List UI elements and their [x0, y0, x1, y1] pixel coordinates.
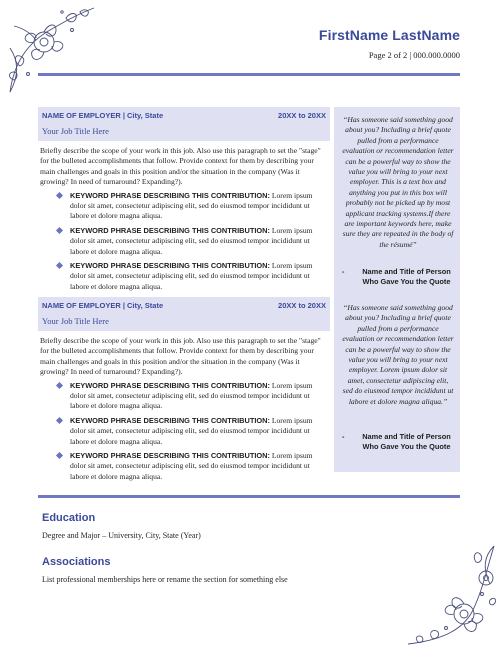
accomplishment-item [38, 261, 330, 292]
accomplishment-item [38, 416, 330, 447]
job-title: Your Job Title Here [42, 126, 109, 136]
quote-attribution [342, 267, 457, 288]
quote-sidebar [334, 107, 460, 472]
quote-attribution [342, 432, 457, 453]
job-entry [38, 107, 330, 296]
floral-corner-icon [402, 542, 498, 647]
associations-heading: Associations [42, 556, 111, 568]
accomplishment-item [38, 226, 330, 257]
accomplishment-text: Lorem ipsum dolor sit amet, consectetur adipiscing elit, sed do eiusmod tempor incididunt ut labore et dolore magna aliqua. [70, 225, 313, 256]
job-entry [38, 297, 330, 486]
accomplishment-text: Lorem ipsum dolor sit amet, consectetur adipiscing elit, sed do eiusmod tempor incididunt ut labore et dolore magna aliqua. [70, 380, 313, 411]
candidate-name: FirstName LastName [318, 27, 460, 43]
job-dates: 20XX to 20XX [278, 301, 326, 310]
keyword-phrase: KEYWORD PHRASE DESCRIBING THIS CONTRIBUTION: [70, 451, 270, 461]
accomplishment-list [38, 381, 330, 483]
accomplishment-item [38, 451, 330, 482]
education-entry: Degree and Major – University, City, State (Year) [42, 531, 201, 540]
accomplishment-text: Lorem ipsum dolor sit amet, consectetur adipiscing elit, sed do eiusmod tempor incididunt ut labore et dolore magna aliqua. [70, 451, 313, 481]
page-and-phone: Page 2 of 2 | 000.000.0000 [368, 50, 460, 60]
attribution-text: Name and Title of Person Who Gave You the Quote [362, 432, 451, 452]
keyword-phrase: KEYWORD PHRASE DESCRIBING THIS CONTRIBUTION: [70, 415, 270, 425]
diamond-bullet-icon [56, 262, 63, 269]
accomplishment-list [38, 191, 330, 293]
accomplishment-text: Lorem ipsum dolor sit amet, consectetur adipiscing elit, sed do eiusmod tempor incididunt ut labore et dolore magna aliqua. [70, 415, 313, 446]
associations-entry: List professional memberships here or rename the section for something else [42, 575, 288, 584]
job-description: Briefly describe the scope of your work in this job. Also use this paragraph to set the "stage" for the bulleted accomplishments that follow. Provide context for them by describing your main challenges and goals in this position and/or the situation in the company (Was it growing? In need of turnaround? Expanding?). [40, 336, 321, 377]
job-header [38, 297, 330, 331]
floral-corner-icon [6, 4, 98, 96]
section-divider [38, 495, 460, 498]
job-description: Briefly describe the scope of your work in this job. Also use this paragraph to set the "stage" for the bulleted accomplishments that follow. Provide context for them by describing your main challenges and goals in this position and/or the situation in the company (Was it growing? In need of turnaround? Expanding?). [40, 146, 321, 187]
diamond-bullet-icon [56, 382, 63, 389]
testimonial-quote: “Has someone said something good about you? Including a brief quote pulled from a performance evaluation or recommendation letter can be a powerful way to show the value you will bring to your next employer. Lorem ipsum dolor sit amet, consectetur adipiscing elit, sed do eiusmod tempor incididunt ut labore et dolore magna aliqua.” [342, 303, 454, 406]
keyword-phrase: KEYWORD PHRASE DESCRIBING THIS CONTRIBUTION: [70, 190, 270, 200]
job-dates: 20XX to 20XX [278, 111, 326, 120]
employer-name: NAME OF EMPLOYER | City, State [42, 111, 164, 120]
accomplishment-item [38, 191, 330, 222]
diamond-bullet-icon [56, 452, 63, 459]
education-heading: Education [42, 512, 96, 524]
attribution-dash: - [342, 432, 345, 441]
keyword-phrase: KEYWORD PHRASE DESCRIBING THIS CONTRIBUTION: [70, 261, 270, 271]
keyword-phrase: KEYWORD PHRASE DESCRIBING THIS CONTRIBUTION: [70, 225, 270, 235]
job-title: Your Job Title Here [42, 316, 109, 326]
testimonial-quote: “Has someone said something good about you? Including a brief quote pulled from a performance evaluation or recommendation letter can be a powerful way to show the value you will bring to your next employer. This is a text box and anything you put in this box will probably not be picked up by most applicant tracking systems.If there are important keywords here, make sure they are repeated in the body of the résumé” [342, 115, 454, 249]
employer-name: NAME OF EMPLOYER | City, State [42, 301, 164, 310]
diamond-bullet-icon [56, 417, 63, 424]
header-divider [38, 73, 460, 76]
attribution-dash: - [342, 267, 345, 276]
accomplishment-text: Lorem ipsum dolor sit amet, consectetur adipiscing elit, sed do eiusmod tempor incididunt ut labore et dolore magna aliqua. [70, 190, 313, 221]
accomplishment-text: Lorem ipsum dolor sit amet, consectetur adipiscing elit, sed do eiusmod tempor incididunt ut labore et dolore magna aliqua. [70, 261, 313, 291]
accomplishment-item [38, 381, 330, 412]
attribution-text: Name and Title of Person Who Gave You the Quote [362, 267, 451, 287]
keyword-phrase: KEYWORD PHRASE DESCRIBING THIS CONTRIBUTION: [70, 380, 270, 390]
diamond-bullet-icon [56, 192, 63, 199]
job-header [38, 107, 330, 141]
diamond-bullet-icon [56, 227, 63, 234]
